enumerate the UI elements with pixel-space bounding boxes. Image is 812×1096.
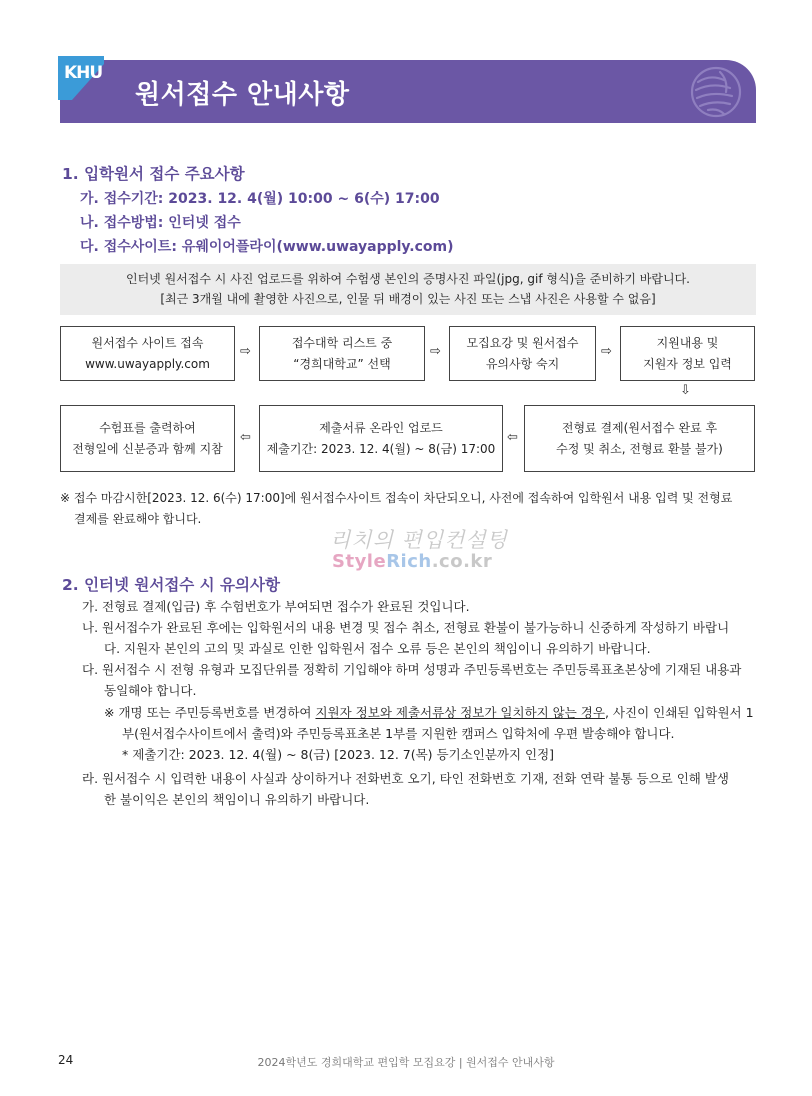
- page-number: 24: [58, 1053, 74, 1067]
- note-sub-underlined: 지원자 정보와 제출서류상 정보가 일치하지 않는 경우: [315, 705, 605, 720]
- note-na-line2: 다. 지원자 본인의 고의 및 과실로 인한 입학원서 접수 오류 등은 본인의 책임이니 유의하기 바랍니다.: [104, 641, 651, 656]
- application-site: 다. 접수사이트: 유웨이어플라이(www.uwayapply.com): [80, 239, 454, 255]
- note-da-line1: 다. 원서접수 시 전형 유형과 모집단위를 정확히 기입해야 하며 성명과 주민등록번호는 주민등록표초본상에 기재된 내용과: [82, 662, 742, 677]
- flow-step-2-line2: “경희대학교” 선택: [293, 356, 391, 371]
- flow-step-1-line2: www.uwayapply.com: [85, 356, 210, 371]
- note-ga: 가. 전형료 결제(입금) 후 수험번호가 부여되면 접수가 완료된 것입니다.: [82, 599, 470, 614]
- arrow-right-icon: ⇨: [240, 344, 251, 359]
- watermark-korean: 리치의 편입컨설팅: [330, 528, 508, 552]
- note-da-line2: 동일해야 합니다.: [104, 683, 197, 698]
- note-sub-line2: 부(원서접수사이트에서 출력)와 주민등록표초본 1부를 지원한 캠퍼스 입학처에 우편 발송해야 합니다.: [122, 726, 675, 741]
- watermark-style: Style: [332, 551, 387, 572]
- flow-step-3: [449, 326, 596, 381]
- arrow-down-icon: ⇩: [680, 383, 691, 398]
- note-sub-text-b: , 사진이 인쇄된 입학원서 1: [604, 705, 754, 720]
- arrow-left-icon: ⇦: [507, 430, 518, 445]
- photo-notice: [60, 264, 756, 315]
- flow-step-6-line1: 제출서류 온라인 업로드: [319, 420, 443, 435]
- flow-step-3-line2: 유의사항 숙지: [485, 356, 560, 371]
- flow-step-7: [60, 405, 235, 472]
- flow-step-5-line2: 수정 및 취소, 전형료 환불 불가): [556, 441, 723, 456]
- khu-logo-text: KHU: [64, 63, 103, 83]
- flow-step-7-line1: 수험표를 출력하여: [99, 420, 196, 435]
- flow-step-4: [620, 326, 755, 381]
- note-sub-line3: * 제출기간: 2023. 12. 4(월) ~ 8(금) [2023. 12. 7(목) 등기소인분까지 인정]: [122, 747, 555, 762]
- flow-step-5: [524, 405, 755, 472]
- note-ra-line1: 라. 원서접수 시 입력한 내용이 사실과 상이하거나 전화번호 오기, 타인 전화번호 기재, 전화 연락 불통 등으로 인해 발생: [82, 771, 729, 786]
- flow-step-1: [60, 326, 235, 381]
- note-sub-line1: [104, 702, 754, 723]
- flow-step-6: [259, 405, 503, 472]
- flow-step-4-line1: 지원내용 및: [656, 335, 719, 350]
- flow-step-6-line2: 제출기간: 2023. 12. 4(월) ~ 8(금) 17:00: [266, 441, 496, 456]
- flow-step-4-line2: 지원자 정보 입력: [643, 356, 732, 371]
- section1-title: 1. 입학원서 접수 주요사항: [62, 165, 245, 183]
- arrow-right-icon: ⇨: [430, 344, 441, 359]
- note-sub-text-a: ※ 개명 또는 주민등록번호를 변경하여: [104, 705, 316, 720]
- watermark-site: [332, 551, 492, 572]
- note-na-line1: 나. 원서접수가 완료된 후에는 입학원서의 내용 변경 및 접수 취소, 전형료 환불이 불가능하니 신중하게 작성하기 바랍니: [82, 620, 730, 635]
- footer-text: 2024학년도 경희대학교 편입학 모집요강 | 원서접수 안내사항: [257, 1056, 555, 1069]
- flow-step-3-line1: 모집요강 및 원서접수: [466, 335, 579, 350]
- watermark-domain: .co.kr: [431, 551, 493, 572]
- flow-step-2: [259, 326, 425, 381]
- arrow-left-icon: ⇦: [240, 430, 251, 445]
- application-method: 나. 접수방법: 인터넷 접수: [80, 215, 241, 231]
- arrow-right-icon: ⇨: [601, 344, 612, 359]
- flow-step-5-line1: 전형료 결제(원서접수 완료 후: [561, 420, 718, 435]
- photo-notice-line2: [최근 3개월 내에 촬영한 사진으로, 인물 뒤 배경이 있는 사진 또는 스냅 사진은 사용할 수 없음]: [160, 292, 656, 306]
- application-period: 가. 접수기간: 2023. 12. 4(월) 10:00 ~ 6(수) 17:00: [80, 191, 440, 207]
- watermark-rich: Rich: [386, 551, 432, 572]
- flow-step-7-line2: 전형일에 신분증과 함께 지참: [72, 441, 223, 456]
- page-title: 원서접수 안내사항: [135, 80, 350, 110]
- flow-step-1-line1: 원서접수 사이트 접속: [91, 335, 204, 350]
- section2-title: 2. 인터넷 원서접수 시 유의사항: [62, 576, 280, 594]
- flow-step-2-line1: 접수대학 리스트 중: [291, 335, 393, 350]
- photo-notice-line1: 인터넷 원서접수 시 사진 업로드를 위하여 수험생 본인의 증명사진 파일(jpg, gif 형식)을 준비하기 바랍니다.: [125, 272, 690, 286]
- lion-emblem-icon: [680, 60, 750, 123]
- note-ra-line2: 한 불이익은 본인의 책임이니 유의하기 바랍니다.: [104, 792, 370, 807]
- deadline-note-line1: ※ 접수 마감시한[2023. 12. 6(수) 17:00]에 원서접수사이트 접속이 차단되오니, 사전에 접속하여 입학원서 내용 입력 및 전형료: [60, 491, 733, 505]
- deadline-note-line2: 결제를 완료해야 합니다.: [74, 512, 202, 526]
